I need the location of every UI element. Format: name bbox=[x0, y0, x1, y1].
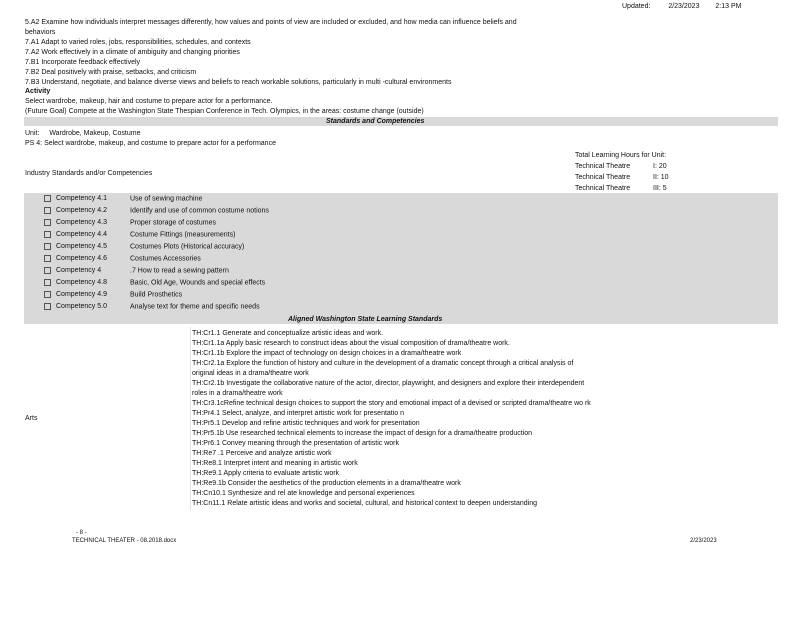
standards-bar-title: Standards and Competencies bbox=[326, 118, 425, 125]
arts-line: TH:Pr4.1 Select, analyze, and interpret artistic work for presentatio n bbox=[192, 410, 405, 417]
aligned-bar bbox=[24, 315, 778, 324]
competency-label: Competency 4.3 bbox=[56, 219, 107, 227]
arts-line: TH:Re7 .1 Perceive and analyze artistic work bbox=[192, 450, 332, 457]
competency-item bbox=[44, 279, 444, 289]
competency-label: Competency 4.2 bbox=[56, 207, 107, 215]
arts-line: TH:Re8.1 Interpret intent and meaning in artistic work bbox=[192, 460, 358, 467]
arts-line: TH:Re9.1 Apply criteria to evaluate artistic work bbox=[192, 470, 340, 477]
arts-label: Arts bbox=[25, 415, 38, 422]
activity-line: (Future Goal) Compete at the Washington State Thespian Conference in Tech. Olympics, in the areas: costume change (outside) bbox=[25, 108, 424, 115]
hours-row bbox=[575, 185, 667, 192]
checkbox-icon bbox=[44, 291, 51, 298]
competency-text: Basic, Old Age, Wounds and special effects bbox=[130, 279, 266, 287]
hours-row-value: II: 10 bbox=[653, 174, 669, 181]
checkbox-icon bbox=[44, 267, 51, 274]
competency-text: Costume Fittings (measurements) bbox=[130, 231, 236, 239]
hours-row bbox=[575, 163, 667, 170]
arts-line: TH:Cr2.1b Investigate the collaborative nature of the actor, director, playwright, and designers and explore their interdependent bbox=[192, 380, 585, 387]
competency-label: Competency 4.9 bbox=[56, 291, 107, 299]
activity-title: Activity bbox=[25, 88, 51, 95]
competency-text: Identify and use of common costume notions bbox=[130, 207, 269, 215]
standard-line: 7.A2 Work effectively in a climate of ambiguity and changing priorities bbox=[25, 49, 240, 56]
updated-time: 2:13 PM bbox=[715, 3, 742, 10]
arts-line: TH:Pr5.1 Develop and refine artistic techniques and work for presentation bbox=[192, 420, 420, 427]
competency-label: Competency 4.8 bbox=[56, 279, 107, 287]
checkbox-icon bbox=[44, 231, 51, 238]
checkbox-icon bbox=[44, 279, 51, 286]
hours-row-value: I: 20 bbox=[653, 163, 667, 170]
arts-line: original ideas in a drama/theatre work bbox=[192, 370, 309, 377]
checkbox-icon bbox=[44, 219, 51, 226]
competency-item bbox=[44, 255, 444, 265]
competency-text: Build Prosthetics bbox=[130, 291, 183, 299]
arts-line: TH:Pr6.1 Convey meaning through the presentation of artistic work bbox=[192, 440, 399, 447]
unit-value: Wardrobe, Makeup, Costume bbox=[49, 130, 141, 137]
arts-line: TH:Cr2.1a Explore the function of history and culture in the development of a dramatic concept through a critical analysis of bbox=[192, 360, 574, 367]
hours-row-name: Technical Theatre bbox=[575, 174, 631, 181]
standard-line: 7.B1 Incorporate feedback effectively bbox=[25, 59, 141, 66]
competency-label: Competency 4.5 bbox=[56, 243, 107, 251]
hours-row-value: III: 5 bbox=[653, 185, 667, 192]
competency-item bbox=[44, 291, 444, 301]
checkbox-icon bbox=[44, 195, 51, 202]
competency-item bbox=[44, 243, 444, 253]
unit-label: Unit: bbox=[25, 130, 40, 137]
unit-line bbox=[25, 130, 140, 137]
standard-line: 5.A2 Examine how individuals interpret messages differently, how values and points of view are included or excluded, and how media can influence beliefs and bbox=[25, 19, 517, 26]
competency-label: Competency 4.6 bbox=[56, 255, 107, 263]
competency-label: Competency 4.4 bbox=[56, 231, 107, 239]
competency-label: Competency 5.0 bbox=[56, 303, 107, 311]
footer-date: 2/23/2023 bbox=[690, 538, 717, 544]
arts-line: TH:Cr1.1a Apply basic research to construct ideas about the visual composition of drama/theatre work. bbox=[192, 340, 510, 347]
standard-line: 7.B3 Understand, negotiate, and balance diverse views and beliefs to reach workable solutions, particularly in multi -cultural environments bbox=[25, 79, 452, 86]
checkbox-icon bbox=[44, 207, 51, 214]
checkbox-icon bbox=[44, 303, 51, 310]
standard-line: 7.A1 Adapt to varied roles, jobs, responsibilities, schedules, and contexts bbox=[25, 39, 251, 46]
competency-text: Use of sewing machine bbox=[130, 195, 203, 203]
arts-line: roles in a drama/theatre work bbox=[192, 390, 283, 397]
arts-line: TH:Cn11.1 Relate artistic ideas and works and societal, cultural, and historical context to deepen understanding bbox=[192, 500, 538, 507]
arts-line: TH:Pr5.1b Use researched technical elements to increase the impact of design for a drama/theatre production bbox=[192, 430, 533, 437]
arts-line: TH:Cn10.1 Synthesize and rel ate knowledge and personal experiences bbox=[192, 490, 415, 497]
hours-header: Total Learning Hours for Unit: bbox=[575, 152, 667, 159]
competency-item bbox=[44, 207, 444, 217]
footer-page-number: - 8 - bbox=[76, 530, 87, 536]
competency-item bbox=[44, 267, 444, 277]
competency-item bbox=[44, 231, 444, 241]
arts-line: TH:Cr1.1 Generate and conceptualize artistic ideas and work. bbox=[192, 330, 384, 337]
competency-item bbox=[44, 195, 444, 205]
industry-label: Industry Standards and/or Competencies bbox=[25, 170, 153, 177]
competency-text: Costumes Plots (Historical accuracy) bbox=[130, 243, 245, 251]
hours-row bbox=[575, 174, 669, 181]
standard-line: 7.B2 Deal positively with praise, setbacks, and criticism bbox=[25, 69, 197, 76]
arts-line: TH:Cr1.1b Explore the impact of technology on design choices in a drama/theatre work bbox=[192, 350, 462, 357]
hours-row-name: Technical Theatre bbox=[575, 185, 631, 192]
competency-label: Competency 4 bbox=[56, 267, 102, 275]
arts-line: TH:Cr3.1cRefine technical design choices to support the story and emotional impact of a devised or scripted drama/theatre wo rk bbox=[192, 400, 591, 407]
standard-line: behaviors bbox=[25, 29, 56, 36]
footer-doc-name: TECHNICAL THEATER - 08.2018.docx bbox=[72, 538, 177, 544]
competency-text: .7 How to read a sewing pattern bbox=[130, 267, 229, 275]
competency-label: Competency 4.1 bbox=[56, 195, 107, 203]
competency-text: Costumes Accessories bbox=[130, 255, 201, 263]
competency-text: Analyse text for theme and specific needs bbox=[130, 303, 260, 311]
hours-row-name: Technical Theatre bbox=[575, 163, 631, 170]
aligned-bar-title: Aligned Washington State Learning Standards bbox=[288, 316, 443, 323]
updated-label: Updated: bbox=[622, 3, 651, 10]
checkbox-icon bbox=[44, 255, 51, 262]
updated-stamp bbox=[622, 3, 741, 10]
arts-divider bbox=[190, 327, 191, 511]
activity-line: Select wardrobe, makeup, hair and costume to prepare actor for a performance. bbox=[25, 98, 273, 105]
ps-line: PS 4: Select wardrobe, makeup, and costume to prepare actor for a performance bbox=[25, 140, 276, 147]
competency-item bbox=[44, 303, 444, 313]
updated-date: 2/23/2023 bbox=[668, 3, 700, 10]
checkbox-icon bbox=[44, 243, 51, 250]
competency-text: Proper storage of costumes bbox=[130, 219, 216, 227]
standards-bar bbox=[24, 117, 778, 126]
arts-line: TH:Re9.1b Consider the aesthetics of the production elements in a drama/theatre work bbox=[192, 480, 461, 487]
competency-item bbox=[44, 219, 444, 229]
